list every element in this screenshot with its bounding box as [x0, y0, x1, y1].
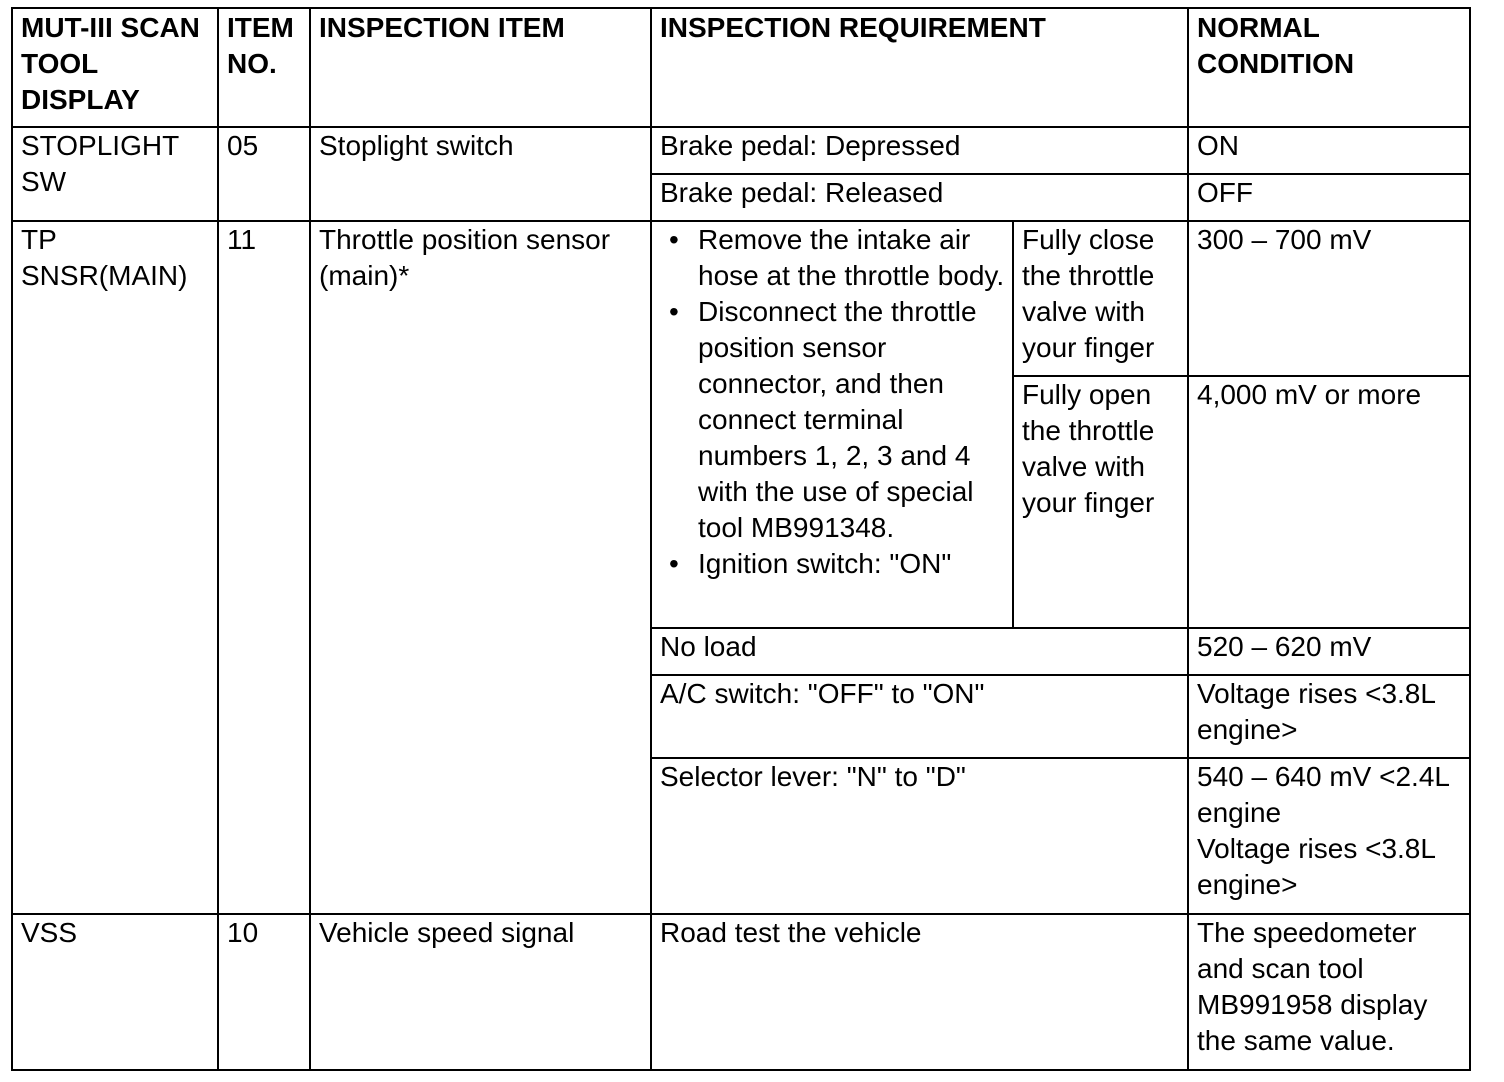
tp-item: Throttle position sensor (main)* [310, 221, 651, 914]
tp-condition-2: 4,000 mV or more [1188, 376, 1470, 628]
tp-preparation-list [660, 222, 1006, 582]
header-normal-condition: NORMAL CONDITION [1188, 8, 1470, 127]
tp-sub-requirement-2: Fully open the throttle valve with your finger [1013, 376, 1188, 628]
header-inspection-requirement: INSPECTION REQUIREMENT [651, 8, 1188, 127]
tp-sub-requirement-1: Fully close the throttle valve with your finger [1013, 221, 1188, 376]
tp-item-no: 11 [218, 221, 310, 914]
tp-requirement-3: No load [651, 628, 1188, 675]
tp-condition-3: 520 – 620 mV [1188, 628, 1470, 675]
table-row [12, 221, 1470, 376]
header-row [12, 8, 1470, 127]
tp-requirement-5: Selector lever: "N" to "D" [651, 758, 1188, 914]
tp-condition-5 [1188, 758, 1470, 914]
header-item-no: ITEM NO. [218, 8, 310, 127]
header-display: MUT-III SCAN TOOL DISPLAY [12, 8, 218, 127]
list-item: • Remove the intake air hose at the throttle body. [660, 222, 1006, 294]
vss-condition: The speedometer and scan tool MB991958 display the same value. [1188, 914, 1470, 1070]
stoplight-item: Stoplight switch [310, 127, 651, 221]
tp-condition-5a: 540 – 640 mV <2.4L engine [1197, 761, 1449, 828]
vss-requirement: Road test the vehicle [651, 914, 1188, 1070]
tp-requirement-4: A/C switch: "OFF" to "ON" [651, 675, 1188, 758]
tp-condition-5b: Voltage rises <3.8L engine> [1197, 833, 1435, 900]
stoplight-condition-1: ON [1188, 127, 1470, 174]
inspection-table [11, 7, 1471, 1071]
stoplight-requirement-2: Brake pedal: Released [651, 174, 1188, 221]
table-row [12, 914, 1470, 1070]
tp-display: TP SNSR(MAIN) [12, 221, 218, 914]
tp-condition-4: Voltage rises <3.8L engine> [1188, 675, 1470, 758]
tp-preparation [651, 221, 1013, 628]
list-item: • Disconnect the throttle position sensor connector, and then connect terminal numbers 1, 2, 3 and 4 with the use of special tool MB991348. [660, 294, 1006, 546]
table-row [12, 127, 1470, 174]
stoplight-item-no: 05 [218, 127, 310, 221]
tp-condition-1: 300 – 700 mV [1188, 221, 1470, 376]
vss-item: Vehicle speed signal [310, 914, 651, 1070]
stoplight-condition-2: OFF [1188, 174, 1470, 221]
stoplight-display: STOPLIGHT SW [12, 127, 218, 221]
vss-item-no: 10 [218, 914, 310, 1070]
stoplight-requirement-1: Brake pedal: Depressed [651, 127, 1188, 174]
list-item: • Ignition switch: "ON" [660, 546, 1006, 582]
vss-display: VSS [12, 914, 218, 1070]
header-inspection-item: INSPECTION ITEM [310, 8, 651, 127]
